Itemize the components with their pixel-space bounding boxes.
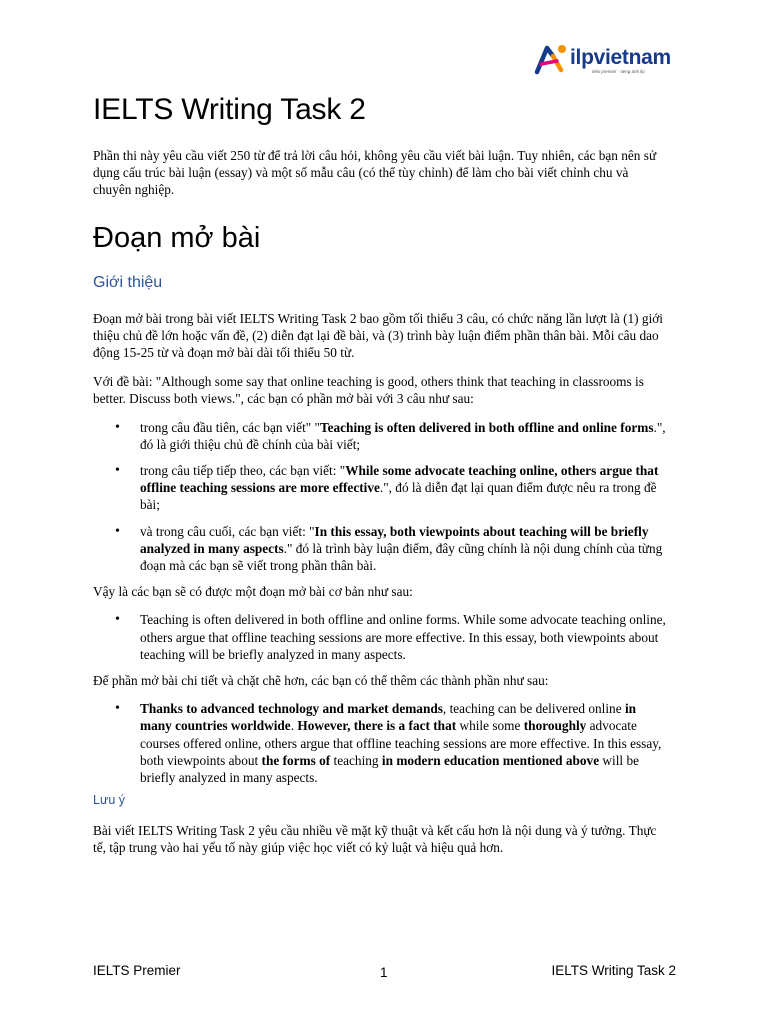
page-footer: [93, 963, 676, 981]
paragraph-detailed-tip: Để phần mở bài chi tiết và chặt chẽ hơn, các bạn có thể thêm các thành phần như sau:: [93, 673, 549, 689]
sentence-breakdown-list: [93, 419, 668, 575]
section-heading: Đoạn mở bài: [93, 221, 261, 254]
list-item: • Thanks to advanced technology and market demands, teaching can be delivered online in many countries worldwide. However, there is a fact that while some thoroughly advocate courses offered online, others argue that offline teaching sessions are more effective. In this essay, both viewpoints about the forms of teaching in modern education mentioned above will be briefly analyzed in many aspects.: [140, 700, 668, 786]
page-number: 1: [380, 965, 388, 980]
logo-tagline: ielts premier · tieng anh ilp: [592, 69, 645, 74]
paragraph-example-prompt: Với đề bài: "Although some say that online teaching is good, others think that teaching in classrooms is better. Discuss both views.", các bạn có phần mở bài với 3 câu như sau:: [93, 374, 644, 407]
logo-wordmark: ilpvietnam: [570, 46, 671, 69]
ilpvietnam-logo: [534, 42, 684, 76]
page-title: IELTS Writing Task 2: [93, 93, 366, 126]
document-body: [93, 90, 668, 857]
ilp-logo-mark-icon: [534, 42, 570, 76]
footer-right: IELTS Writing Task 2: [551, 963, 676, 978]
paragraph-basic-result: Vậy là các bạn sẽ có được một đoạn mở bài cơ bản như sau:: [93, 584, 413, 600]
list-item: • và trong câu cuối, các bạn viết: "In this essay, both viewpoints about teaching will be briefly analyzed in many aspects." đó là trình bày luận điểm, đây cũng chính là nội dung chính của từng đoạn mà các bạn sẽ viết trong phần thân bài.: [140, 523, 668, 575]
subsection-heading: Giới thiệu: [93, 273, 163, 291]
list-item: • Teaching is often delivered in both offline and online forms. While some advocate teaching online, others argue that offline teaching sessions are more effective. In this essay, both viewpoints about teaching will be briefly analyzed in many aspects.: [140, 611, 668, 663]
footer-left: IELTS Premier: [93, 963, 181, 978]
paragraph-note: Bài viết IELTS Writing Task 2 yêu cầu nhiều về mặt kỹ thuật và kết cấu hơn là nội dung và ý tưởng. Thực tế, tập trung vào hai yếu tố này giúp việc học viết có kỷ luật và hiệu quả hơn.: [93, 823, 657, 856]
list-item: • trong câu đầu tiên, các bạn viết" "Teaching is often delivered in both offline and online forms.", đó là giới thiệu chủ đề chính của bài viết;: [140, 419, 668, 453]
paragraph-intro-structure: Đoạn mở bài trong bài viết IELTS Writing Task 2 bao gồm tối thiểu 3 câu, có chức năng lần lượt là (1) giới thiệu chủ đề lớn hoặc vấn đề, (2) diễn đạt lại đề bài, và (3) trình bày luận điểm phần thân bài. Mỗi câu dao động 15-25 từ và đoạn mở bài dài tối thiểu 50 từ.: [93, 310, 663, 361]
detailed-intro-list: [93, 700, 668, 786]
note-heading: Lưu ý: [93, 793, 125, 808]
list-item: • trong câu tiếp tiếp theo, các bạn viết: "While some advocate teaching online, others argue that offline teaching sessions are more effective.", đó là diễn đạt lại quan điểm được nêu ra trong đề bài;: [140, 462, 668, 514]
basic-intro-list: [93, 611, 668, 663]
intro-paragraph: Phần thi này yêu cầu viết 250 từ để trả lời câu hỏi, không yêu cầu viết bài luận. Tuy nhiên, các bạn nên sử dụng cấu trúc bài luận (essay) và một số mẫu câu (có thể tùy chỉnh) để làm cho bài viết chỉnh chu và chuyên nghiệp.: [93, 148, 657, 198]
